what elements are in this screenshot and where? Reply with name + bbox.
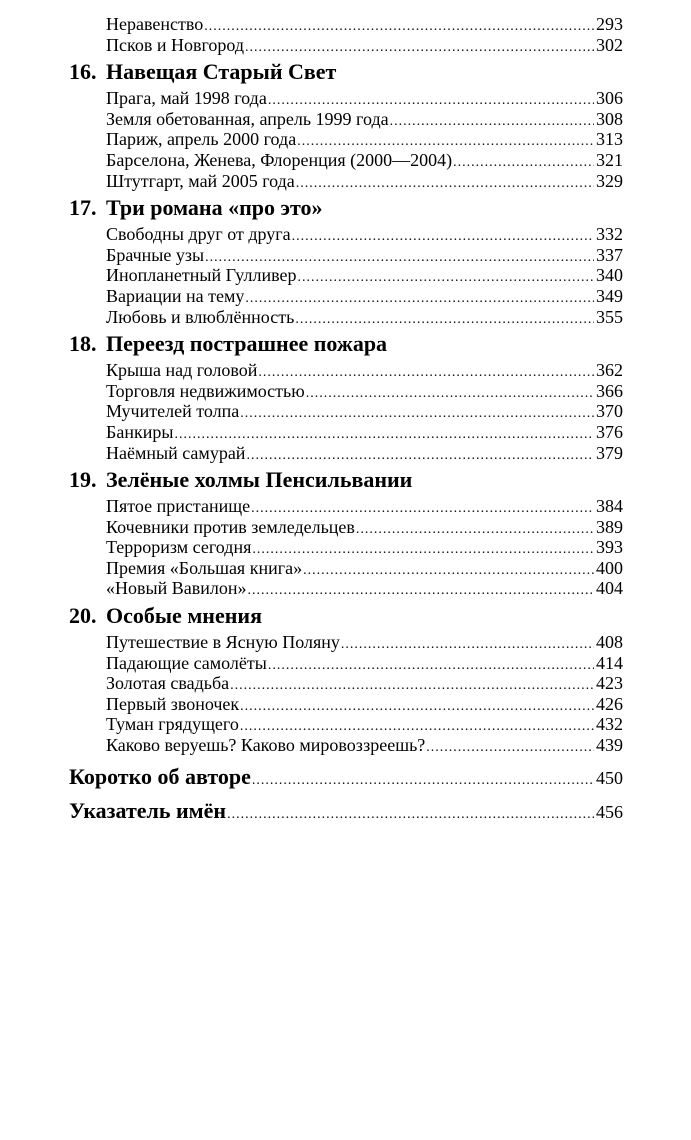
chapter-heading: [69, 603, 691, 629]
entry-title: Мучителей толпа: [106, 401, 240, 422]
top-entry-page: 456: [596, 801, 623, 822]
entry-page: 337: [596, 244, 623, 265]
entry-title: Банкиры: [106, 421, 174, 442]
toc-entry: [106, 265, 623, 286]
toc-entry: [106, 632, 623, 653]
entry-title: «Новый Вавилон»: [106, 578, 247, 599]
dot-leader: [227, 796, 594, 830]
entry-title: Пятое пристанище: [106, 496, 251, 517]
chapter-number: 16.: [69, 59, 97, 85]
entry-title: Любовь и влюблённость: [106, 306, 295, 327]
entry-title: Неравенство: [106, 14, 204, 34]
entry-page: 414: [596, 652, 623, 673]
toc-entry: [106, 537, 623, 558]
toc-entry: [106, 496, 623, 517]
entry-page: 439: [596, 735, 623, 756]
dot-leader: [252, 762, 594, 796]
top-entry-title: Указатель имён: [69, 797, 227, 823]
entry-title: Париж, апрель 2000 года: [106, 129, 297, 150]
dot-leader: [247, 578, 594, 602]
chapter-title: Навещая Старый Свет: [106, 59, 337, 85]
toc-entry: [106, 381, 623, 402]
entry-title: Прага, май 1998 года: [106, 88, 267, 109]
chapter-heading: [69, 59, 691, 85]
chapter-title: Три романа «про это»: [106, 195, 323, 221]
entry-title: Первый звоночек: [106, 693, 240, 714]
entry-title: Золотая свадьба: [106, 673, 230, 694]
entry-page: 308: [596, 108, 623, 129]
entry-title: Туман грядущего: [106, 714, 239, 735]
toc-top-entry: [69, 796, 623, 826]
entry-page: 393: [596, 537, 623, 558]
toc-entry: [106, 307, 623, 328]
toc-entry: [106, 694, 623, 715]
entry-title: Падающие самолёты: [106, 652, 267, 673]
table-of-contents: [0, 14, 691, 826]
chapter-number: 20.: [69, 603, 97, 629]
entry-title: Крыша над головой: [106, 360, 258, 381]
entry-page: 426: [596, 693, 623, 714]
entry-page: 370: [596, 401, 623, 422]
toc-entry: [106, 286, 623, 307]
chapter-title: Переезд пострашнее пожара: [106, 331, 388, 357]
toc-entry: [106, 422, 623, 443]
toc-entry: [106, 150, 623, 171]
entry-title: Земля обетованная, апрель 1999 года: [106, 108, 389, 129]
entry-title: Наёмный самурай: [106, 442, 246, 463]
entry-title: Торговля недвижимостью: [106, 380, 305, 401]
toc-entry: [106, 673, 623, 694]
toc-entry: [106, 735, 623, 756]
entry-page: 321: [596, 149, 623, 170]
toc-entry: [106, 653, 623, 674]
entry-page: 389: [596, 516, 623, 537]
dot-leader: [426, 735, 594, 759]
toc-entry: [106, 517, 623, 538]
toc-entry: [106, 35, 623, 56]
chapter-number: 19.: [69, 467, 97, 493]
toc-entry: [106, 88, 623, 109]
toc-entry: [106, 224, 623, 245]
toc-entry: [106, 14, 623, 35]
entry-title: Терроризм сегодня: [106, 537, 252, 558]
chapter-heading: [69, 195, 691, 221]
entry-page: 332: [596, 224, 623, 245]
entry-title: Инопланетный Гулливер: [106, 265, 297, 286]
entry-title: Свободны друг от друга: [106, 224, 291, 245]
chapter-heading: [69, 467, 691, 493]
entry-page: 432: [596, 714, 623, 735]
chapter-title: Зелёные холмы Пенсильвании: [106, 467, 413, 493]
entry-title: Каково веруешь? Каково мировоззреешь?: [106, 735, 426, 756]
entry-title: Премия «Большая книга»: [106, 557, 303, 578]
entry-page: 384: [596, 496, 623, 517]
entry-page: 329: [596, 170, 623, 191]
entry-page: 302: [596, 34, 623, 55]
toc-entry: [106, 714, 623, 735]
entry-title: Брачные узы: [106, 244, 205, 265]
entry-title: Вариации на тему: [106, 285, 245, 306]
entry-page: 423: [596, 673, 623, 694]
entry-page: 404: [596, 578, 623, 599]
toc-top-entry: [69, 762, 623, 792]
toc-entry: [106, 401, 623, 422]
dot-leader: [295, 307, 594, 331]
entry-page: 306: [596, 88, 623, 109]
entry-page: 349: [596, 285, 623, 306]
entry-page: 355: [596, 306, 623, 327]
entry-page: 376: [596, 421, 623, 442]
entry-page: 400: [596, 557, 623, 578]
entry-page: 340: [596, 265, 623, 286]
entry-page: 379: [596, 442, 623, 463]
chapter-title: Особые мнения: [106, 603, 262, 629]
entry-page: 408: [596, 632, 623, 653]
entry-page: 366: [596, 380, 623, 401]
entry-title: Путешествие в Ясную Поляну: [106, 632, 340, 653]
toc-entry: [106, 578, 623, 599]
entry-page: 313: [596, 129, 623, 150]
toc-entry: [106, 558, 623, 579]
entry-title: Штутгарт, май 2005 года: [106, 170, 295, 191]
chapter-heading: [69, 331, 691, 357]
top-entry-title: Коротко об авторе: [69, 763, 251, 789]
entry-title: Барселона, Женева, Флоренция (2000—2004): [106, 149, 453, 170]
toc-entry: [106, 171, 623, 192]
toc-entry: [106, 109, 623, 130]
dot-leader: [245, 35, 594, 59]
toc-entry: [106, 443, 623, 464]
chapter-number: 17.: [69, 195, 97, 221]
toc-entry: [106, 129, 623, 150]
dot-leader: [296, 171, 594, 195]
entry-page: 293: [596, 14, 623, 34]
entry-title: Кочевники против земледельцев: [106, 516, 355, 537]
entry-title: Псков и Новгород: [106, 34, 245, 55]
toc-entry: [106, 360, 623, 381]
entry-page: 362: [596, 360, 623, 381]
dot-leader: [246, 443, 594, 467]
top-entry-page: 450: [596, 767, 623, 788]
chapter-number: 18.: [69, 331, 97, 357]
toc-entry: [106, 245, 623, 266]
